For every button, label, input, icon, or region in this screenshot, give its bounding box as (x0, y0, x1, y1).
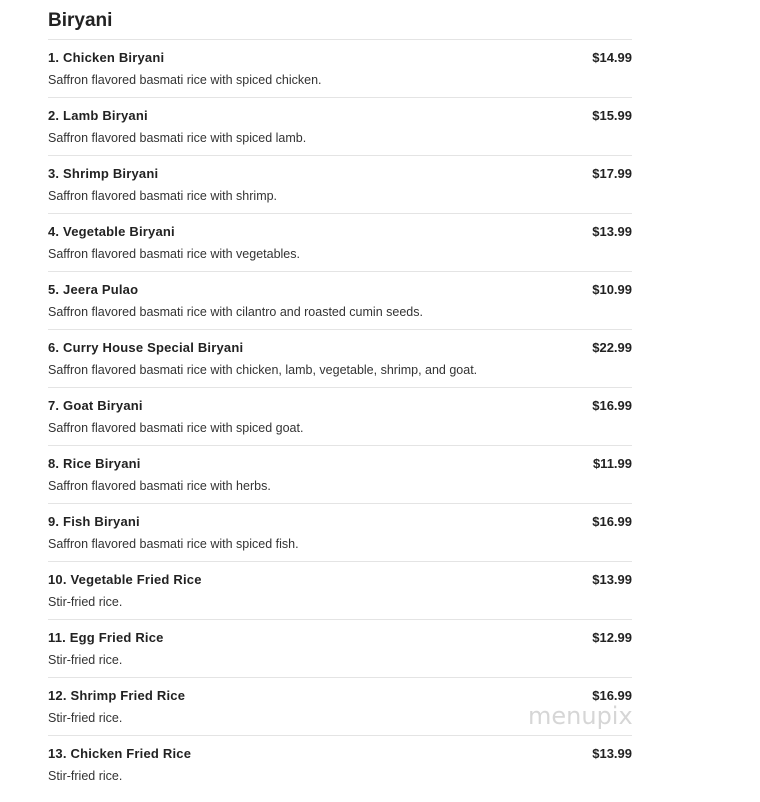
item-description: Stir-fried rice. (48, 769, 123, 783)
item-description: Saffron flavored basmati rice with herbs. (48, 479, 271, 493)
item-name: 1. Chicken Biryani (48, 50, 165, 65)
menu-item[interactable] (48, 271, 632, 329)
menu-item[interactable] (48, 735, 632, 793)
item-name: 7. Goat Biryani (48, 398, 143, 413)
item-description: Stir-fried rice. (48, 653, 123, 667)
item-price: $22.99 (592, 340, 632, 355)
section-title: Biryani (48, 10, 113, 31)
item-description: Saffron flavored basmati rice with spiced goat. (48, 421, 304, 435)
item-name: 8. Rice Biryani (48, 456, 141, 471)
menu-item[interactable] (48, 561, 632, 619)
menu-item[interactable] (48, 503, 632, 561)
menu-item[interactable] (48, 445, 632, 503)
item-name: 3. Shrimp Biryani (48, 166, 159, 181)
menu-item[interactable] (48, 213, 632, 271)
item-name: 12. Shrimp Fried Rice (48, 688, 186, 703)
menu-item[interactable] (48, 619, 632, 677)
menu-item[interactable] (48, 97, 632, 155)
menu-section (48, 0, 632, 793)
menu-item[interactable] (48, 155, 632, 213)
menu-item[interactable] (48, 329, 632, 387)
menu-item[interactable] (48, 387, 632, 445)
item-price: $10.99 (592, 282, 632, 297)
item-price: $14.99 (592, 50, 632, 65)
item-name: 4. Vegetable Biryani (48, 224, 175, 239)
watermark: menupix (528, 702, 633, 730)
item-description: Saffron flavored basmati rice with spiced fish. (48, 537, 299, 551)
item-price: $16.99 (592, 398, 632, 413)
item-description: Saffron flavored basmati rice with cilantro and roasted cumin seeds. (48, 305, 423, 319)
item-price: $15.99 (592, 108, 632, 123)
item-description: Saffron flavored basmati rice with chicken, lamb, vegetable, shrimp, and goat. (48, 363, 478, 377)
item-price: $16.99 (592, 688, 632, 703)
item-description: Saffron flavored basmati rice with shrimp. (48, 189, 278, 203)
item-price: $13.99 (592, 572, 632, 587)
item-price: $13.99 (592, 224, 632, 239)
item-price: $13.99 (592, 746, 632, 761)
item-name: 6. Curry House Special Biryani (48, 340, 244, 355)
item-description: Saffron flavored basmati rice with vegetables. (48, 247, 300, 261)
item-name: 5. Jeera Pulao (48, 282, 139, 297)
item-name: 9. Fish Biryani (48, 514, 140, 529)
item-description: Stir-fried rice. (48, 595, 123, 609)
item-description: Saffron flavored basmati rice with spiced lamb. (48, 131, 307, 145)
item-description: Stir-fried rice. (48, 711, 123, 725)
item-price: $12.99 (592, 630, 632, 645)
item-price: $11.99 (592, 456, 632, 471)
item-name: 10. Vegetable Fried Rice (48, 572, 202, 587)
item-price: $16.99 (592, 514, 632, 529)
menu-item[interactable] (48, 39, 632, 97)
item-description: Saffron flavored basmati rice with spiced chicken. (48, 73, 322, 87)
item-name: 11. Egg Fried Rice (48, 630, 164, 645)
item-name: 13. Chicken Fried Rice (48, 746, 192, 761)
item-name: 2. Lamb Biryani (48, 108, 148, 123)
item-price: $17.99 (592, 166, 632, 181)
